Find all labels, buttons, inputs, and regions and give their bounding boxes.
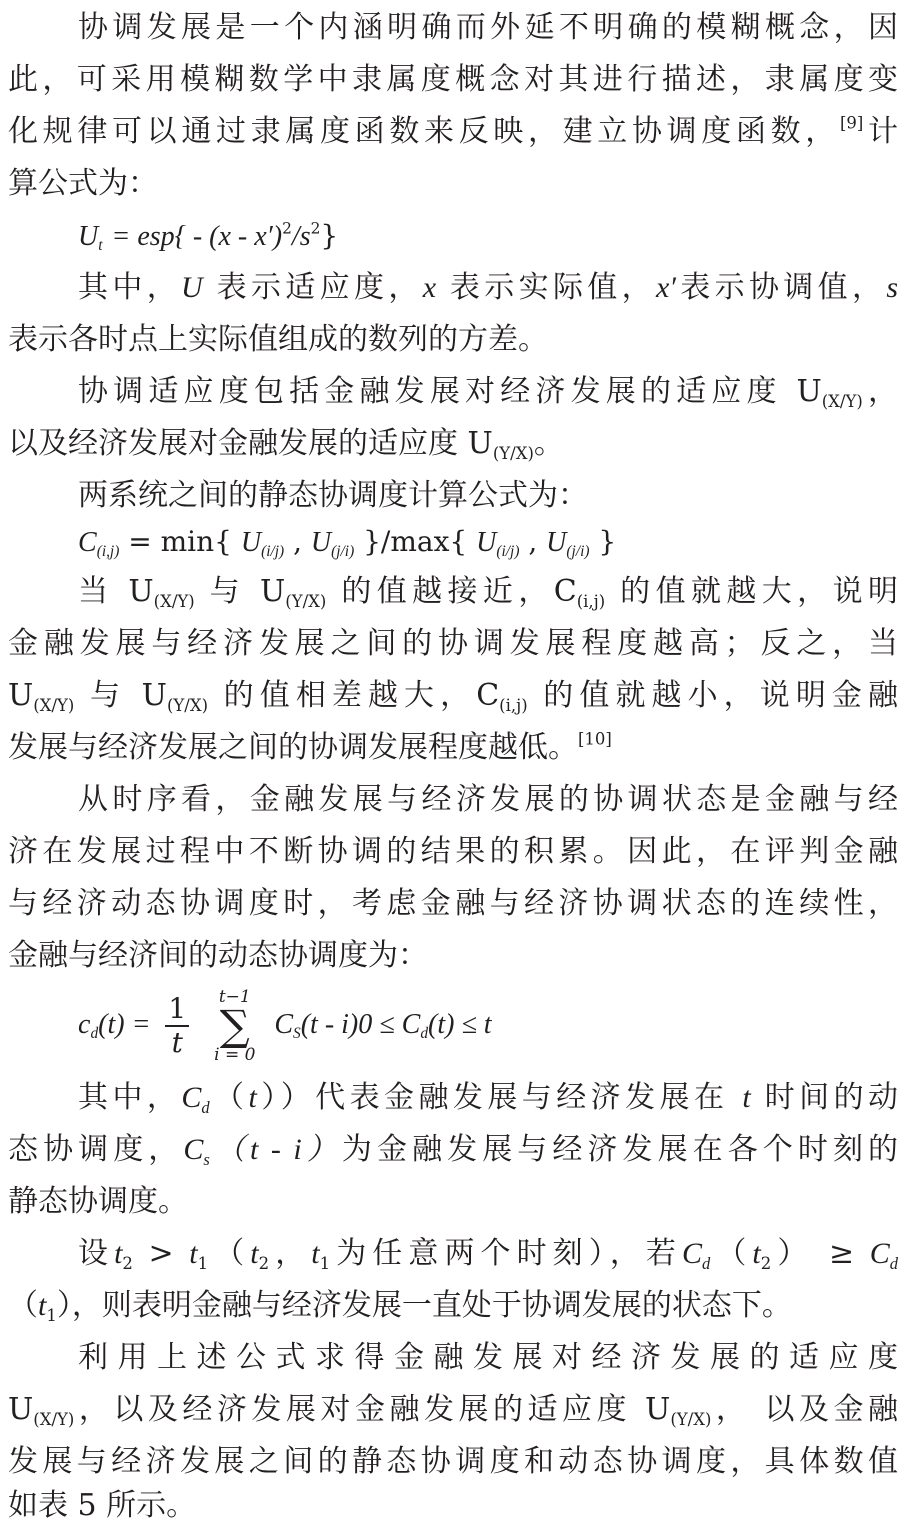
p2-line2: 表示各时点上实际值组成的数列的方差。 xyxy=(8,322,548,357)
p5-line1: 当 $U_{(X/Y)}$ 与 $U_{(Y/X)}$ 的值越接近，$C_{(i,j)}$ 的值就越大，说明 xyxy=(78,574,898,611)
p9-line2: $U_{(X/Y)}$，以及经济发展对金融发展的适应度 $U_{(Y/X)}$， 以及金融 xyxy=(8,1392,898,1429)
equation-1: $U_t = esp\{ - (x - x')^2/s^2\}$ xyxy=(78,219,339,255)
p1-line1: 协调发展是一个内涵明确而外延不明确的模糊概念，因 xyxy=(78,10,898,45)
p7-line3: 静态协调度。 xyxy=(8,1184,188,1219)
p1-line3: 化规律可以通过隶属度函数来反映，建立协调度函数，[9]计 xyxy=(8,113,898,149)
p3-line1: 协调适应度包括金融发展对经济发展的适应度 $U_{(X/Y)}$， xyxy=(78,374,898,411)
citation-9: [9] xyxy=(839,113,864,133)
p1-line4: 算公式为： xyxy=(8,166,158,201)
p9-line1: 利用上述公式求得金融发展对经济发展的适应度 xyxy=(78,1340,898,1375)
p5-line4: 发展与经济发展之间的协调发展程度越低。[10] xyxy=(8,729,612,765)
p3-line2: 以及经济发展对金融发展的适应度 $U_{(Y/X)}$。 xyxy=(8,426,564,463)
p6-line3: 与经济动态协调度时，考虑金融与经济协调状态的连续性， xyxy=(8,886,898,921)
p8-line2: $(t_1)$，则表明金融与经济发展一直处于协调发展的状态下。 xyxy=(8,1288,792,1325)
p1-line2: 此，可采用模糊数学中隶属度概念对其进行描述，隶属度变 xyxy=(8,62,898,97)
p5-line2: 金融发展与经济发展之间的协调发展程度越高；反之，当 xyxy=(8,626,898,661)
p4-line1: 两系统之间的静态协调度计算公式为： xyxy=(78,478,588,513)
fraction-1-over-t: $\frac{1}{t}$ xyxy=(165,993,189,1059)
p6-line4: 金融与经济间的动态协调度为： xyxy=(8,938,428,973)
p7-line2: 态协调度，$C_s(t - i)$为金融发展与经济发展在各个时刻的 xyxy=(8,1132,898,1169)
p9-line4: 如表 5 所示。 xyxy=(8,1488,197,1523)
p5-line3: $U_{(X/Y)}$ 与 $U_{(Y/X)}$ 的值相差越大，$C_{(i,j)}$ 的值就越小，说明金融 xyxy=(8,678,898,715)
p8-line1: 设$t_2 > t_1(t_2$，$t_1$为任意两个时刻），若$C_d(t_2) \ge C_d$ xyxy=(78,1236,898,1273)
p9-line3: 发展与经济发展之间的静态协调度和动态协调度，具体数值 xyxy=(8,1444,898,1479)
p2-line1: 其中，U 表示适应度，x 表示实际值，x′表示协调值，s xyxy=(78,270,898,305)
equation-2: $C_{(i,j)} = \min${ $U_{(i/j)}$ , $U_{(j/i)}$ }/max{ $U_{(i/j)}$ , $U_{(j/i)}$ } xyxy=(78,525,617,561)
equation-3: $c_d(t)$ = $\frac{1}{t}$ t−1 ∑ i = 0 $C_S(t - i)0 \le C_d(t) \le t$ xyxy=(78,986,492,1065)
p6-line2: 济在发展过程中不断协调的结果的积累。因此，在评判金融 xyxy=(8,834,898,869)
p6-line1: 从时序看，金融发展与经济发展的协调状态是金融与经 xyxy=(78,782,898,817)
citation-10: [10] xyxy=(578,729,612,749)
summation: t−1 ∑ i = 0 xyxy=(214,986,256,1065)
p7-line1: 其中，$C_d(t)$）代表金融发展与经济发展在 t 时间的动 xyxy=(78,1080,898,1117)
